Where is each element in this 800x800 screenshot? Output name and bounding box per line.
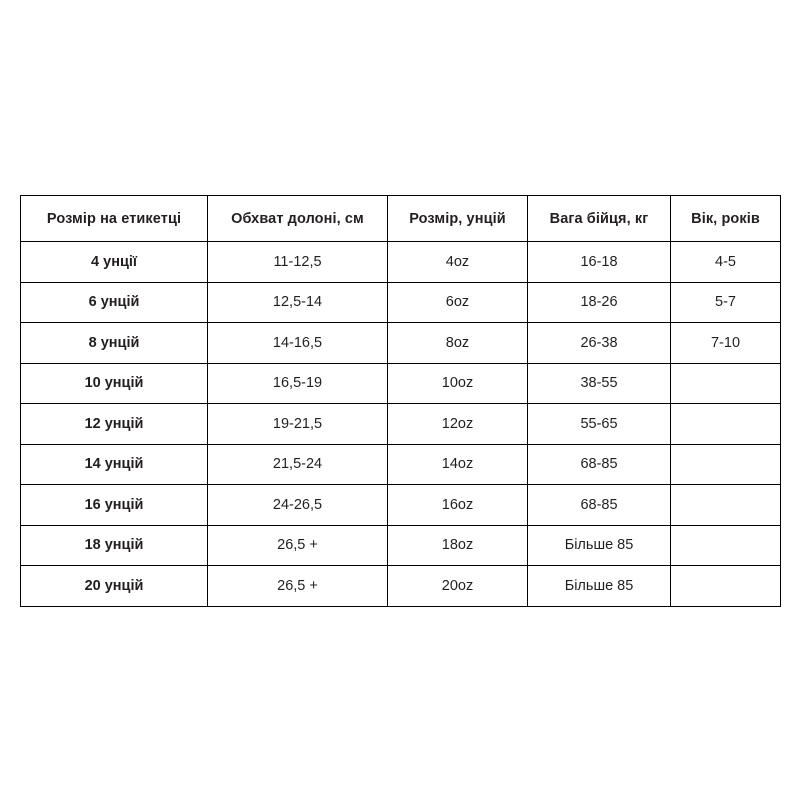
cell-size-ounces: 8oz [388,323,528,364]
cell-palm-circumference: 12,5-14 [208,282,388,323]
cell-label-size: 4 унції [21,242,208,283]
cell-age [671,404,781,445]
table-row [21,363,781,404]
cell-age: 4-5 [671,242,781,283]
cell-fighter-weight: 18-26 [528,282,671,323]
cell-fighter-weight: Більше 85 [528,525,671,566]
cell-label-size: 8 унцій [21,323,208,364]
cell-palm-circumference: 21,5-24 [208,444,388,485]
cell-fighter-weight: 55-65 [528,404,671,445]
table-row [21,566,781,607]
cell-palm-circumference: 26,5 + [208,566,388,607]
cell-age: 7-10 [671,323,781,364]
cell-size-ounces: 4oz [388,242,528,283]
size-chart-table [20,195,781,607]
cell-size-ounces: 12oz [388,404,528,445]
cell-label-size: 12 унцій [21,404,208,445]
cell-label-size: 16 унцій [21,485,208,526]
cell-fighter-weight: 68-85 [528,485,671,526]
cell-size-ounces: 16oz [388,485,528,526]
cell-palm-circumference: 14-16,5 [208,323,388,364]
cell-age: 5-7 [671,282,781,323]
cell-label-size: 10 унцій [21,363,208,404]
cell-label-size: 18 унцій [21,525,208,566]
cell-fighter-weight: Більше 85 [528,566,671,607]
cell-label-size: 20 унцій [21,566,208,607]
table-row [21,444,781,485]
cell-label-size: 6 унцій [21,282,208,323]
table-row [21,404,781,445]
cell-size-ounces: 14oz [388,444,528,485]
column-header-palm-circumference: Обхват долоні, см [208,196,388,242]
cell-fighter-weight: 38-55 [528,363,671,404]
column-header-age: Вік, років [671,196,781,242]
cell-age [671,525,781,566]
cell-palm-circumference: 16,5-19 [208,363,388,404]
cell-palm-circumference: 26,5 + [208,525,388,566]
cell-label-size: 14 унцій [21,444,208,485]
column-header-label-size: Розмір на етикетці [21,196,208,242]
cell-size-ounces: 10oz [388,363,528,404]
cell-age [671,444,781,485]
table-row [21,282,781,323]
cell-fighter-weight: 26-38 [528,323,671,364]
table-row [21,242,781,283]
cell-size-ounces: 18oz [388,525,528,566]
table-row [21,525,781,566]
cell-fighter-weight: 16-18 [528,242,671,283]
cell-age [671,363,781,404]
column-header-fighter-weight: Вага бійця, кг [528,196,671,242]
cell-age [671,485,781,526]
cell-size-ounces: 20oz [388,566,528,607]
cell-palm-circumference: 24-26,5 [208,485,388,526]
cell-palm-circumference: 11-12,5 [208,242,388,283]
cell-palm-circumference: 19-21,5 [208,404,388,445]
cell-fighter-weight: 68-85 [528,444,671,485]
column-header-size-ounces: Розмір, унцій [388,196,528,242]
table-row [21,485,781,526]
table-row [21,323,781,364]
cell-age [671,566,781,607]
table-header-row [21,196,781,242]
size-chart-container [20,195,780,607]
cell-size-ounces: 6oz [388,282,528,323]
